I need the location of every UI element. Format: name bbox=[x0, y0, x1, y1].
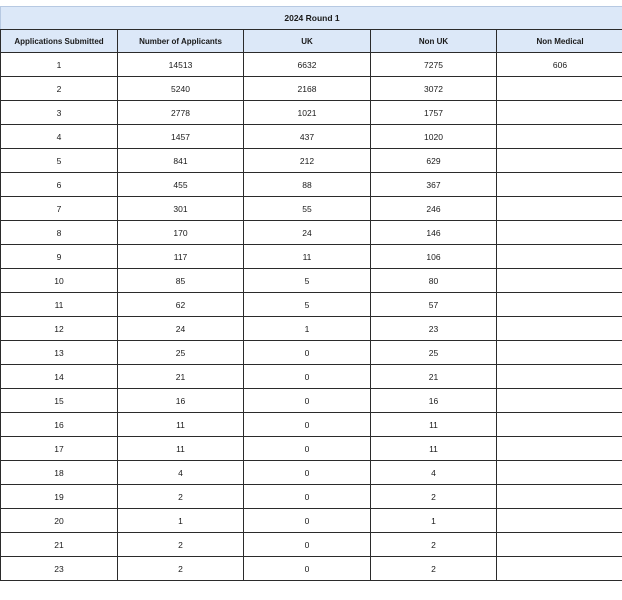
cell-non-medical bbox=[497, 77, 622, 101]
cell-applications-submitted: 17 bbox=[1, 437, 118, 461]
applications-table bbox=[0, 6, 622, 581]
cell-applications-submitted: 7 bbox=[1, 197, 118, 221]
cell-uk: 0 bbox=[244, 389, 371, 413]
cell-applications-submitted: 10 bbox=[1, 269, 118, 293]
cell-applications-submitted: 8 bbox=[1, 221, 118, 245]
cell-uk: 11 bbox=[244, 245, 371, 269]
cell-non-medical bbox=[497, 197, 622, 221]
cell-applications-submitted: 5 bbox=[1, 149, 118, 173]
cell-uk: 0 bbox=[244, 485, 371, 509]
cell-number-of-applicants: 21 bbox=[118, 365, 244, 389]
cell-non-medical bbox=[497, 485, 622, 509]
cell-applications-submitted: 9 bbox=[1, 245, 118, 269]
cell-number-of-applicants: 4 bbox=[118, 461, 244, 485]
cell-uk: 0 bbox=[244, 413, 371, 437]
cell-non-uk: 21 bbox=[371, 365, 497, 389]
cell-applications-submitted: 13 bbox=[1, 341, 118, 365]
cell-non-medical bbox=[497, 269, 622, 293]
cell-applications-submitted: 4 bbox=[1, 125, 118, 149]
cell-non-uk: 11 bbox=[371, 437, 497, 461]
cell-number-of-applicants: 62 bbox=[118, 293, 244, 317]
table-row bbox=[1, 221, 622, 245]
cell-number-of-applicants: 11 bbox=[118, 413, 244, 437]
cell-number-of-applicants: 2 bbox=[118, 485, 244, 509]
cell-uk: 212 bbox=[244, 149, 371, 173]
table-row bbox=[1, 389, 622, 413]
cell-non-uk: 25 bbox=[371, 341, 497, 365]
cell-applications-submitted: 18 bbox=[1, 461, 118, 485]
table-row bbox=[1, 173, 622, 197]
cell-uk: 0 bbox=[244, 437, 371, 461]
cell-non-uk: 367 bbox=[371, 173, 497, 197]
cell-uk: 437 bbox=[244, 125, 371, 149]
cell-non-medical bbox=[497, 317, 622, 341]
cell-non-uk: 106 bbox=[371, 245, 497, 269]
table-row bbox=[1, 149, 622, 173]
cell-non-medical bbox=[497, 149, 622, 173]
cell-number-of-applicants: 1 bbox=[118, 509, 244, 533]
cell-number-of-applicants: 2778 bbox=[118, 101, 244, 125]
table-title: 2024 Round 1 bbox=[1, 7, 622, 30]
cell-uk: 0 bbox=[244, 509, 371, 533]
cell-uk: 0 bbox=[244, 557, 371, 581]
cell-non-medical bbox=[497, 437, 622, 461]
cell-number-of-applicants: 16 bbox=[118, 389, 244, 413]
header-uk: UK bbox=[244, 30, 371, 53]
table-row bbox=[1, 293, 622, 317]
cell-non-medical bbox=[497, 125, 622, 149]
cell-non-medical: 606 bbox=[497, 53, 622, 77]
cell-applications-submitted: 3 bbox=[1, 101, 118, 125]
cell-number-of-applicants: 2 bbox=[118, 557, 244, 581]
cell-uk: 2168 bbox=[244, 77, 371, 101]
applications-table-container bbox=[0, 6, 622, 581]
cell-applications-submitted: 12 bbox=[1, 317, 118, 341]
cell-number-of-applicants: 1457 bbox=[118, 125, 244, 149]
cell-non-medical bbox=[497, 293, 622, 317]
cell-number-of-applicants: 85 bbox=[118, 269, 244, 293]
cell-non-uk: 11 bbox=[371, 413, 497, 437]
cell-non-uk: 2 bbox=[371, 485, 497, 509]
cell-non-medical bbox=[497, 389, 622, 413]
cell-applications-submitted: 16 bbox=[1, 413, 118, 437]
cell-non-uk: 80 bbox=[371, 269, 497, 293]
cell-number-of-applicants: 25 bbox=[118, 341, 244, 365]
table-row bbox=[1, 461, 622, 485]
cell-number-of-applicants: 455 bbox=[118, 173, 244, 197]
table-row bbox=[1, 365, 622, 389]
cell-non-medical bbox=[497, 557, 622, 581]
header-non-medical: Non Medical bbox=[497, 30, 622, 53]
cell-non-uk: 1 bbox=[371, 509, 497, 533]
cell-number-of-applicants: 5240 bbox=[118, 77, 244, 101]
cell-non-uk: 629 bbox=[371, 149, 497, 173]
cell-applications-submitted: 19 bbox=[1, 485, 118, 509]
table-row bbox=[1, 317, 622, 341]
cell-uk: 5 bbox=[244, 269, 371, 293]
cell-non-uk: 2 bbox=[371, 557, 497, 581]
cell-non-uk: 146 bbox=[371, 221, 497, 245]
cell-uk: 0 bbox=[244, 533, 371, 557]
cell-non-uk: 57 bbox=[371, 293, 497, 317]
cell-uk: 1021 bbox=[244, 101, 371, 125]
cell-applications-submitted: 1 bbox=[1, 53, 118, 77]
table-row bbox=[1, 557, 622, 581]
cell-applications-submitted: 15 bbox=[1, 389, 118, 413]
table-row bbox=[1, 101, 622, 125]
cell-number-of-applicants: 14513 bbox=[118, 53, 244, 77]
table-row bbox=[1, 269, 622, 293]
cell-non-medical bbox=[497, 221, 622, 245]
cell-non-medical bbox=[497, 341, 622, 365]
cell-non-medical bbox=[497, 173, 622, 197]
table-header-row bbox=[1, 30, 622, 53]
cell-non-uk: 1757 bbox=[371, 101, 497, 125]
table-row bbox=[1, 245, 622, 269]
cell-uk: 1 bbox=[244, 317, 371, 341]
cell-uk: 0 bbox=[244, 341, 371, 365]
cell-applications-submitted: 20 bbox=[1, 509, 118, 533]
table-title-row bbox=[1, 7, 622, 30]
cell-non-medical bbox=[497, 413, 622, 437]
cell-applications-submitted: 21 bbox=[1, 533, 118, 557]
table-row bbox=[1, 341, 622, 365]
cell-non-medical bbox=[497, 101, 622, 125]
table-row bbox=[1, 53, 622, 77]
table-row bbox=[1, 509, 622, 533]
cell-non-uk: 3072 bbox=[371, 77, 497, 101]
table-row bbox=[1, 485, 622, 509]
cell-non-medical bbox=[497, 509, 622, 533]
cell-non-medical bbox=[497, 245, 622, 269]
cell-applications-submitted: 6 bbox=[1, 173, 118, 197]
cell-number-of-applicants: 301 bbox=[118, 197, 244, 221]
table-row bbox=[1, 533, 622, 557]
cell-uk: 5 bbox=[244, 293, 371, 317]
table-body bbox=[1, 53, 622, 581]
header-non-uk: Non UK bbox=[371, 30, 497, 53]
table-row bbox=[1, 197, 622, 221]
cell-non-uk: 246 bbox=[371, 197, 497, 221]
cell-non-uk: 1020 bbox=[371, 125, 497, 149]
table-row bbox=[1, 77, 622, 101]
cell-non-medical bbox=[497, 365, 622, 389]
cell-non-uk: 16 bbox=[371, 389, 497, 413]
cell-applications-submitted: 11 bbox=[1, 293, 118, 317]
cell-number-of-applicants: 24 bbox=[118, 317, 244, 341]
cell-non-uk: 4 bbox=[371, 461, 497, 485]
cell-uk: 0 bbox=[244, 365, 371, 389]
cell-number-of-applicants: 117 bbox=[118, 245, 244, 269]
cell-uk: 55 bbox=[244, 197, 371, 221]
cell-number-of-applicants: 2 bbox=[118, 533, 244, 557]
cell-non-medical bbox=[497, 461, 622, 485]
header-applications-submitted: Applications Submitted bbox=[1, 30, 118, 53]
cell-applications-submitted: 14 bbox=[1, 365, 118, 389]
cell-uk: 6632 bbox=[244, 53, 371, 77]
table-row bbox=[1, 413, 622, 437]
cell-non-uk: 7275 bbox=[371, 53, 497, 77]
cell-number-of-applicants: 170 bbox=[118, 221, 244, 245]
header-number-of-applicants: Number of Applicants bbox=[118, 30, 244, 53]
table-row bbox=[1, 437, 622, 461]
cell-applications-submitted: 23 bbox=[1, 557, 118, 581]
cell-applications-submitted: 2 bbox=[1, 77, 118, 101]
cell-non-uk: 23 bbox=[371, 317, 497, 341]
table-row bbox=[1, 125, 622, 149]
cell-number-of-applicants: 841 bbox=[118, 149, 244, 173]
cell-uk: 88 bbox=[244, 173, 371, 197]
cell-number-of-applicants: 11 bbox=[118, 437, 244, 461]
cell-uk: 0 bbox=[244, 461, 371, 485]
cell-uk: 24 bbox=[244, 221, 371, 245]
cell-non-medical bbox=[497, 533, 622, 557]
cell-non-uk: 2 bbox=[371, 533, 497, 557]
